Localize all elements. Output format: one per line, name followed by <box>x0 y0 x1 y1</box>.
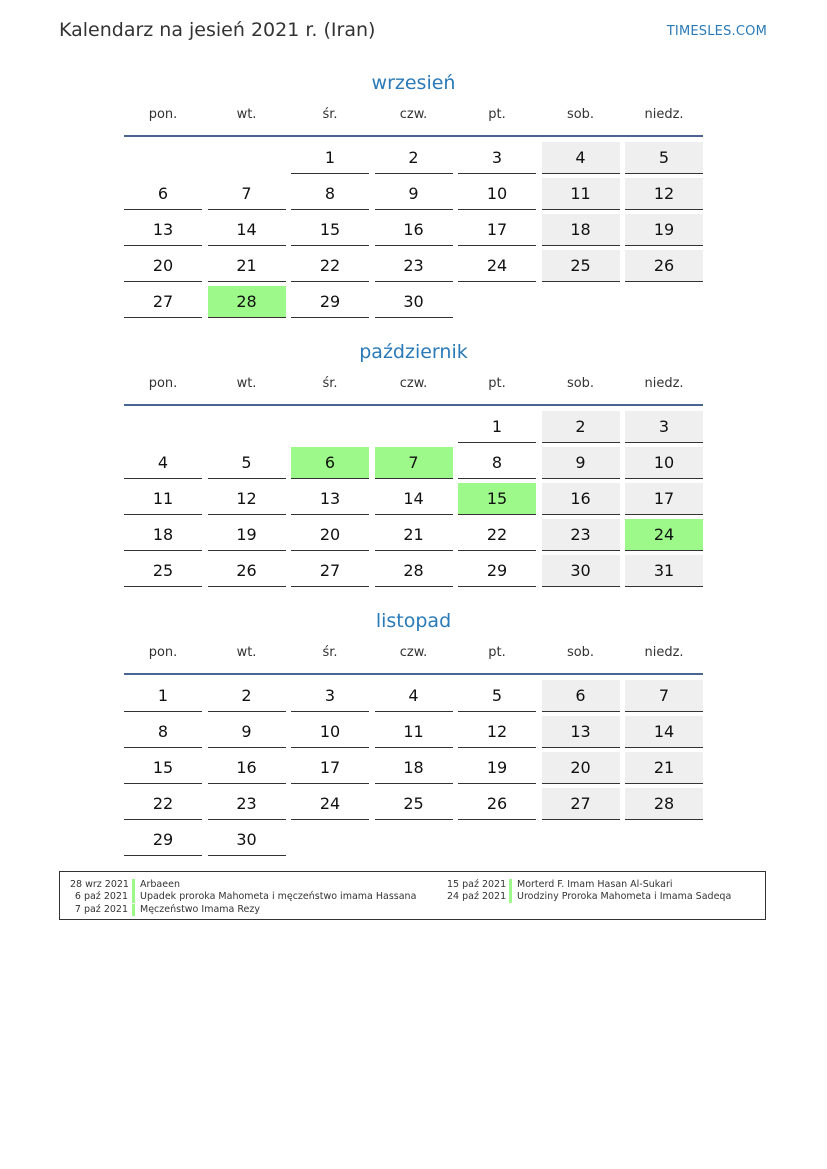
day-cell: 18 <box>124 519 202 551</box>
legend-date: 7 paź 2021 <box>74 904 128 915</box>
day-cell: 10 <box>458 178 536 210</box>
day-cell: 18 <box>542 214 620 246</box>
weekday-label: czw. <box>399 645 428 660</box>
day-cell: 22 <box>124 788 202 820</box>
day-cell: 16 <box>375 214 453 246</box>
day-cell: 14 <box>208 214 286 246</box>
month-october <box>124 337 703 587</box>
empty-cell <box>208 411 286 443</box>
day-cell: 13 <box>124 214 202 246</box>
day-cell: 17 <box>291 752 369 784</box>
day-cell: 25 <box>124 555 202 587</box>
legend-date: 24 paź 2021 <box>447 891 507 902</box>
day-cell: 4 <box>542 142 620 174</box>
day-cell: 25 <box>542 250 620 282</box>
day-cell: 15 <box>291 214 369 246</box>
day-cell: 19 <box>458 752 536 784</box>
day-cell: 20 <box>291 519 369 551</box>
day-cell: 12 <box>625 178 703 210</box>
holiday-color-marker <box>509 879 512 891</box>
day-cell: 24 <box>458 250 536 282</box>
day-cell: 23 <box>375 250 453 282</box>
day-cell: 21 <box>208 250 286 282</box>
empty-cell <box>375 411 453 443</box>
legend-date: 28 wrz 2021 <box>70 879 129 890</box>
day-cell: 24 <box>291 788 369 820</box>
day-cell: 9 <box>542 447 620 479</box>
legend-date: 6 paź 2021 <box>74 891 128 902</box>
day-cell: 25 <box>375 788 453 820</box>
day-grid <box>124 142 703 318</box>
day-cell: 8 <box>291 178 369 210</box>
legend-item <box>70 890 416 903</box>
day-cell: 22 <box>291 250 369 282</box>
month-name: wrzesień <box>371 72 456 94</box>
weekday-label: sob. <box>566 107 595 122</box>
day-cell: 23 <box>542 519 620 551</box>
day-cell: 7 <box>208 178 286 210</box>
day-cell: 9 <box>375 178 453 210</box>
month-name: październik <box>359 341 468 363</box>
day-cell: 11 <box>124 483 202 515</box>
day-cell: 6 <box>542 680 620 712</box>
day-cell: 29 <box>124 824 202 856</box>
day-cell: 9 <box>208 716 286 748</box>
day-cell: 11 <box>375 716 453 748</box>
day-cell: 29 <box>458 555 536 587</box>
day-cell: 26 <box>625 250 703 282</box>
site-link[interactable]: TIMESLES.COM <box>666 24 767 39</box>
day-cell: 18 <box>375 752 453 784</box>
day-cell: 13 <box>542 716 620 748</box>
legend-item <box>447 890 731 903</box>
legend-name: Morterd F. Imam Hasan Al-Sukari <box>517 879 673 890</box>
day-cell: 28 <box>375 555 453 587</box>
weekday-label: pon. <box>148 376 178 391</box>
day-cell: 5 <box>625 142 703 174</box>
day-cell: 29 <box>291 286 369 318</box>
day-cell: 20 <box>542 752 620 784</box>
header-rule <box>124 673 703 675</box>
weekday-label: niedz. <box>644 645 684 660</box>
empty-cell <box>124 142 202 174</box>
day-cell: 11 <box>542 178 620 210</box>
weekday-label: niedz. <box>644 376 684 391</box>
day-cell: 28 <box>625 788 703 820</box>
day-cell: 4 <box>375 680 453 712</box>
weekday-label: czw. <box>399 376 428 391</box>
legend-name: Arbaeen <box>140 879 180 890</box>
day-cell: 10 <box>291 716 369 748</box>
weekday-label: sob. <box>566 645 595 660</box>
day-cell: 4 <box>124 447 202 479</box>
day-cell: 6 <box>124 178 202 210</box>
weekday-label: wt. <box>236 645 257 660</box>
day-cell: 5 <box>458 680 536 712</box>
day-cell: 19 <box>208 519 286 551</box>
day-cell: 21 <box>375 519 453 551</box>
weekday-header <box>124 370 703 398</box>
day-cell: 19 <box>625 214 703 246</box>
holiday-day-cell: 6 <box>291 447 369 479</box>
day-cell: 17 <box>458 214 536 246</box>
day-cell: 14 <box>625 716 703 748</box>
header-rule <box>124 404 703 406</box>
month-name: listopad <box>375 610 452 632</box>
day-cell: 5 <box>208 447 286 479</box>
day-cell: 1 <box>124 680 202 712</box>
day-cell: 17 <box>625 483 703 515</box>
page-title: Kalendarz na jesień 2021 r. (Iran) <box>59 19 376 41</box>
day-cell: 12 <box>208 483 286 515</box>
holiday-day-cell: 7 <box>375 447 453 479</box>
holiday-day-cell: 15 <box>458 483 536 515</box>
day-cell: 27 <box>291 555 369 587</box>
weekday-label: wt. <box>236 107 257 122</box>
holiday-legend <box>59 871 766 920</box>
day-cell: 22 <box>458 519 536 551</box>
holiday-color-marker <box>132 879 135 891</box>
legend-name: Upadek proroka Mahometa i męczeństwo imama Hassana <box>140 891 417 902</box>
weekday-header <box>124 101 703 129</box>
day-cell: 27 <box>124 286 202 318</box>
day-cell: 16 <box>542 483 620 515</box>
weekday-label: śr. <box>322 107 338 122</box>
weekday-label: wt. <box>236 376 257 391</box>
holiday-color-marker <box>132 891 135 903</box>
day-cell: 12 <box>458 716 536 748</box>
day-cell: 2 <box>375 142 453 174</box>
day-cell: 20 <box>124 250 202 282</box>
empty-cell <box>124 411 202 443</box>
day-cell: 1 <box>291 142 369 174</box>
day-cell: 10 <box>625 447 703 479</box>
day-cell: 8 <box>124 716 202 748</box>
holiday-day-cell: 28 <box>208 286 286 318</box>
holiday-color-marker <box>132 904 135 916</box>
weekday-label: pon. <box>148 107 178 122</box>
legend-name: Urodziny Proroka Mahometa i Imama Sadeqa <box>517 891 732 902</box>
day-grid <box>124 680 703 856</box>
day-cell: 3 <box>291 680 369 712</box>
weekday-label: pt. <box>488 107 506 122</box>
weekday-label: pon. <box>148 645 178 660</box>
legend-name: Męczeństwo Imama Rezy <box>140 904 260 915</box>
weekday-label: sob. <box>566 376 595 391</box>
empty-cell <box>291 411 369 443</box>
day-cell: 3 <box>625 411 703 443</box>
day-cell: 7 <box>625 680 703 712</box>
day-cell: 30 <box>208 824 286 856</box>
weekday-label: pt. <box>488 376 506 391</box>
weekday-label: niedz. <box>644 107 684 122</box>
month-september <box>124 68 703 318</box>
holiday-color-marker <box>509 891 512 903</box>
empty-cell <box>208 142 286 174</box>
day-grid <box>124 411 703 587</box>
day-cell: 27 <box>542 788 620 820</box>
day-cell: 26 <box>208 555 286 587</box>
weekday-header <box>124 639 703 667</box>
day-cell: 21 <box>625 752 703 784</box>
weekday-label: śr. <box>322 645 338 660</box>
day-cell: 31 <box>625 555 703 587</box>
day-cell: 2 <box>542 411 620 443</box>
day-cell: 26 <box>458 788 536 820</box>
month-november <box>124 606 703 856</box>
day-cell: 8 <box>458 447 536 479</box>
day-cell: 1 <box>458 411 536 443</box>
day-cell: 15 <box>124 752 202 784</box>
day-cell: 13 <box>291 483 369 515</box>
holiday-day-cell: 24 <box>625 519 703 551</box>
legend-item <box>70 903 260 916</box>
weekday-label: śr. <box>322 376 338 391</box>
legend-date: 15 paź 2021 <box>447 879 507 890</box>
day-cell: 30 <box>375 286 453 318</box>
weekday-label: czw. <box>399 107 428 122</box>
day-cell: 2 <box>208 680 286 712</box>
day-cell: 14 <box>375 483 453 515</box>
weekday-label: pt. <box>488 645 506 660</box>
header-rule <box>124 135 703 137</box>
day-cell: 23 <box>208 788 286 820</box>
day-cell: 16 <box>208 752 286 784</box>
day-cell: 30 <box>542 555 620 587</box>
day-cell: 3 <box>458 142 536 174</box>
